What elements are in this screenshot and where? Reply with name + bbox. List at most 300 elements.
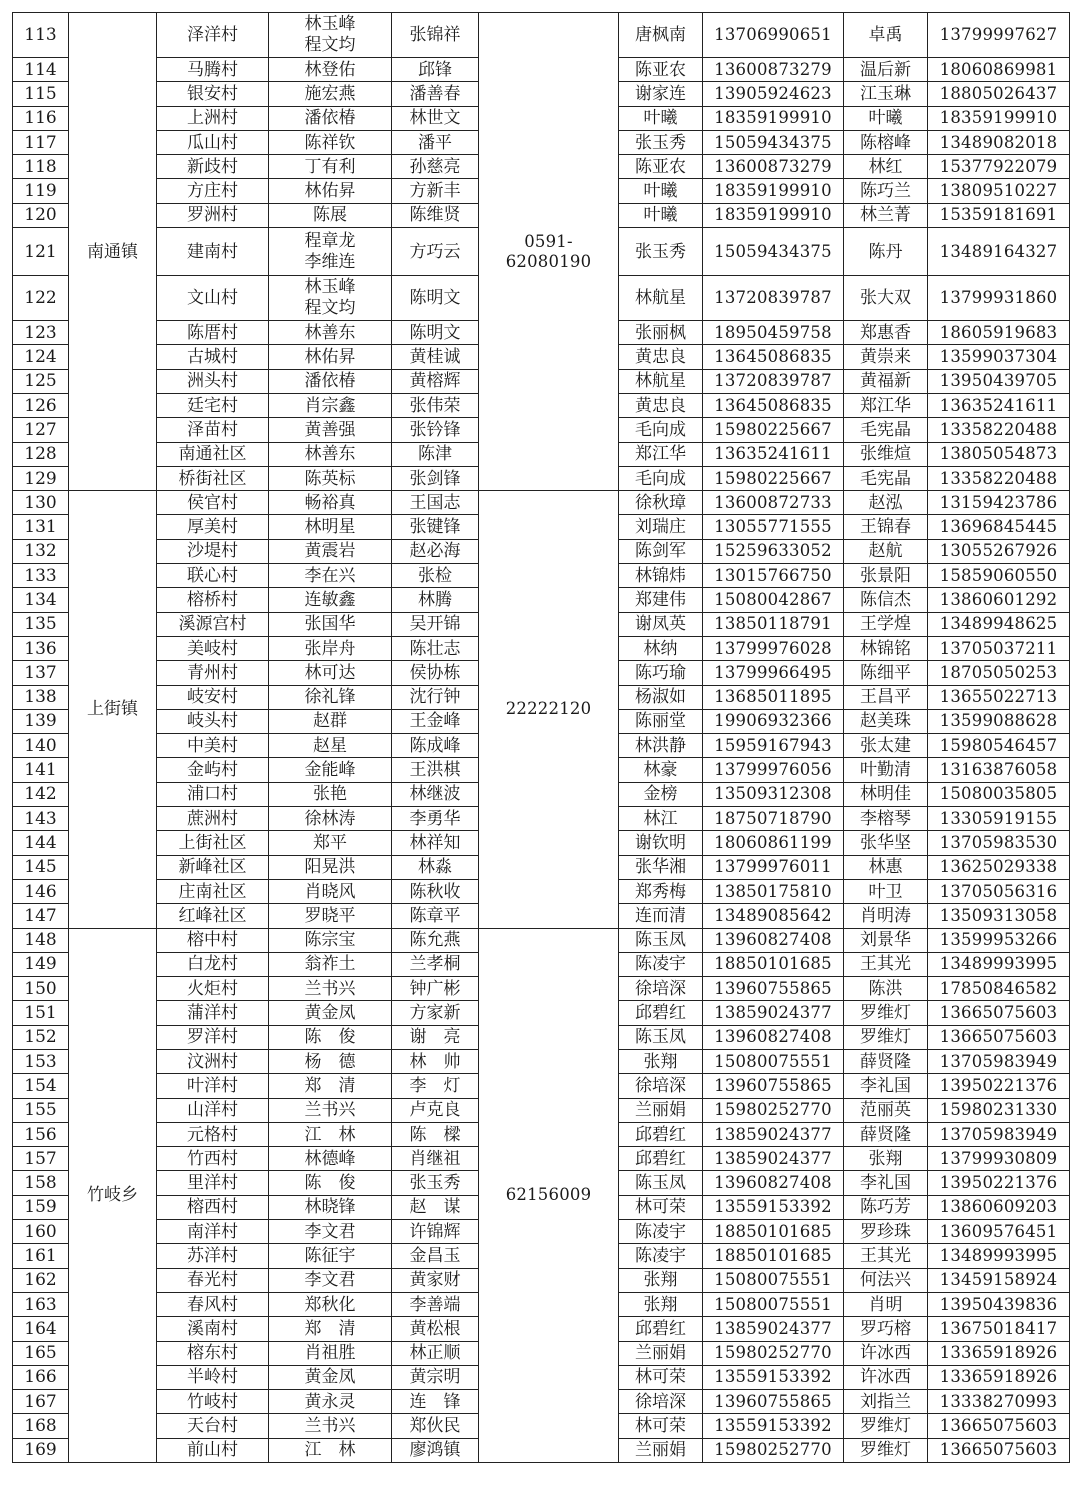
- cadre-name: 翁祚土: [269, 952, 392, 976]
- village-name: 上洲村: [157, 106, 269, 130]
- liaison-name: 吴开锦: [392, 612, 479, 636]
- liaison-name: 林淼: [392, 855, 479, 879]
- contact2-phone: 18359199910: [928, 106, 1070, 130]
- cadre-name: 肖晓风: [269, 879, 392, 903]
- contact1-phone: 18850101685: [703, 1244, 844, 1268]
- contact1-name: 林航星: [619, 369, 703, 393]
- row-number: 152: [13, 1025, 69, 1049]
- contact2-phone: 13489082018: [928, 130, 1070, 154]
- liaison-name: 黄宗明: [392, 1365, 479, 1389]
- liaison-name: 张检: [392, 564, 479, 588]
- contact2-name: 罗维灯: [844, 1001, 928, 1025]
- village-name: 榕中村: [157, 928, 269, 952]
- contact2-phone: 13705983949: [928, 1122, 1070, 1146]
- contact2-name: 林锦铭: [844, 636, 928, 660]
- contact1-name: 陈丽堂: [619, 709, 703, 733]
- row-number: 119: [13, 179, 69, 203]
- contact1-name: 林锦炜: [619, 564, 703, 588]
- contact2-phone: 13665075603: [928, 1438, 1070, 1462]
- contact2-phone: 13809510227: [928, 179, 1070, 203]
- contact2-phone: 13665075603: [928, 1025, 1070, 1049]
- liaison-name: 郑伙民: [392, 1414, 479, 1438]
- liaison-name: 陈维贤: [392, 203, 479, 227]
- row-number: 120: [13, 203, 69, 227]
- village-name: 厚美村: [157, 515, 269, 539]
- row-number: 136: [13, 636, 69, 660]
- contact1-phone: 13509312308: [703, 782, 844, 806]
- contact2-name: 林明佳: [844, 782, 928, 806]
- contact2-name: 薛贤隆: [844, 1122, 928, 1146]
- village-name: 方庄村: [157, 179, 269, 203]
- row-number: 149: [13, 952, 69, 976]
- contact1-name: 陈剑军: [619, 539, 703, 563]
- row-number: 156: [13, 1122, 69, 1146]
- liaison-name: 钟广彬: [392, 977, 479, 1001]
- liaison-name: 黄家财: [392, 1268, 479, 1292]
- contact2-name: 刘指兰: [844, 1390, 928, 1414]
- contact1-phone: 13706990651: [703, 13, 844, 58]
- contact1-phone: 18359199910: [703, 106, 844, 130]
- contact1-phone: 13645086835: [703, 345, 844, 369]
- village-name: 山洋村: [157, 1098, 269, 1122]
- contact1-name: 邱碧红: [619, 1001, 703, 1025]
- contact2-name: 王锦春: [844, 515, 928, 539]
- cadre-name: 陈祥钦: [269, 130, 392, 154]
- contact1-name: 黄忠良: [619, 345, 703, 369]
- liaison-name: 黄松根: [392, 1317, 479, 1341]
- cadre-name: 潘依椿: [269, 369, 392, 393]
- cadre-name: 潘依椿: [269, 106, 392, 130]
- cadre-name: [269, 228, 392, 276]
- cadre-name: 林佑昇: [269, 345, 392, 369]
- cadre-name: 丁有利: [269, 155, 392, 179]
- contact1-name: 徐培深: [619, 1390, 703, 1414]
- contact1-phone: 15980252770: [703, 1098, 844, 1122]
- row-number: 143: [13, 807, 69, 831]
- contact2-name: 李礼国: [844, 1171, 928, 1195]
- contact2-name: 罗维灯: [844, 1438, 928, 1462]
- contact2-name: 林惠: [844, 855, 928, 879]
- row-number: 163: [13, 1292, 69, 1316]
- row-number: 121: [13, 228, 69, 276]
- liaison-name: 张剑锋: [392, 466, 479, 490]
- contact1-phone: 15080042867: [703, 588, 844, 612]
- cadre-name: 赵群: [269, 709, 392, 733]
- village-name: 元格村: [157, 1122, 269, 1146]
- contact1-name: 杨淑如: [619, 685, 703, 709]
- row-number: 139: [13, 709, 69, 733]
- village-name: 建南村: [157, 228, 269, 276]
- contact1-name: 林可荣: [619, 1414, 703, 1438]
- cadre-name-line: 林玉峰: [304, 14, 356, 34]
- row-number: 130: [13, 491, 69, 515]
- contact2-phone: 13705037211: [928, 636, 1070, 660]
- contact2-name: 郑惠香: [844, 321, 928, 345]
- liaison-name: 李 灯: [392, 1074, 479, 1098]
- contact2-phone: 13665075603: [928, 1001, 1070, 1025]
- village-name: 岐头村: [157, 709, 269, 733]
- contact2-phone: 15980546457: [928, 734, 1070, 758]
- village-name: 红峰社区: [157, 904, 269, 928]
- contact2-phone: 13705056316: [928, 879, 1070, 903]
- contact2-name: 毛宪晶: [844, 418, 928, 442]
- liaison-name: 邱锋: [392, 58, 479, 82]
- contact1-phone: 13960827408: [703, 1025, 844, 1049]
- town-name: 上街镇: [69, 491, 157, 928]
- contact1-name: 陈亚农: [619, 58, 703, 82]
- village-name: 岐安村: [157, 685, 269, 709]
- contact1-name: 陈玉凤: [619, 928, 703, 952]
- cadre-name: 徐礼锋: [269, 685, 392, 709]
- village-name: 新峰社区: [157, 855, 269, 879]
- village-name: 沙堤村: [157, 539, 269, 563]
- cadre-name: 林善东: [269, 442, 392, 466]
- contact1-phone: 13960755865: [703, 1074, 844, 1098]
- cadre-name: 陈宗宝: [269, 928, 392, 952]
- liaison-name: 林正顺: [392, 1341, 479, 1365]
- row-number: 165: [13, 1341, 69, 1365]
- village-name: 蒲洋村: [157, 1001, 269, 1025]
- village-name: 火炬村: [157, 977, 269, 1001]
- contact2-name: 郑江华: [844, 393, 928, 417]
- liaison-name: 连 锋: [392, 1390, 479, 1414]
- contact1-name: 张翔: [619, 1049, 703, 1073]
- contact2-phone: 13305919155: [928, 807, 1070, 831]
- contact1-phone: 13635241611: [703, 442, 844, 466]
- contact1-phone: 15080075551: [703, 1268, 844, 1292]
- contact1-phone: 13960755865: [703, 977, 844, 1001]
- row-number: 114: [13, 58, 69, 82]
- row-number: 144: [13, 831, 69, 855]
- row-number: 159: [13, 1195, 69, 1219]
- contact1-name: 叶曦: [619, 179, 703, 203]
- cadre-name-line: 程文均: [304, 35, 356, 55]
- village-name: 罗洋村: [157, 1025, 269, 1049]
- row-number: 141: [13, 758, 69, 782]
- village-name: 竹岐村: [157, 1390, 269, 1414]
- contact1-name: 郑建伟: [619, 588, 703, 612]
- contact2-name: 陈细平: [844, 661, 928, 685]
- cadre-name: 张岸舟: [269, 636, 392, 660]
- cadre-name: 黄金凤: [269, 1365, 392, 1389]
- liaison-name: 陈章平: [392, 904, 479, 928]
- liaison-name: 陈明文: [392, 276, 479, 321]
- row-number: 168: [13, 1414, 69, 1438]
- contact2-phone: 13805054873: [928, 442, 1070, 466]
- liaison-name: 方巧云: [392, 228, 479, 276]
- cadre-name-line: 程章龙: [304, 230, 356, 251]
- row-number: 160: [13, 1220, 69, 1244]
- row-number: 169: [13, 1438, 69, 1462]
- table-row: [13, 13, 1070, 58]
- village-name: 叶洋村: [157, 1074, 269, 1098]
- contact2-name: 张翔: [844, 1147, 928, 1171]
- contact1-name: 林航星: [619, 276, 703, 321]
- contact1-name: 林可荣: [619, 1365, 703, 1389]
- liaison-name: 赵 谋: [392, 1195, 479, 1219]
- contact2-phone: 13635241611: [928, 393, 1070, 417]
- village-name: 联心村: [157, 564, 269, 588]
- contact2-name: 张华坚: [844, 831, 928, 855]
- liaison-name: 陈明文: [392, 321, 479, 345]
- contact1-name: 兰丽娟: [619, 1341, 703, 1365]
- contact2-phone: 13655022713: [928, 685, 1070, 709]
- liaison-name: 赵必海: [392, 539, 479, 563]
- contact2-phone: 13860609203: [928, 1195, 1070, 1219]
- contact2-phone: 13799930809: [928, 1147, 1070, 1171]
- row-number: 162: [13, 1268, 69, 1292]
- contact2-name: 赵航: [844, 539, 928, 563]
- liaison-name: 李勇华: [392, 807, 479, 831]
- contact2-phone: 13950439705: [928, 369, 1070, 393]
- contact2-name: 林兰菁: [844, 203, 928, 227]
- contact1-name: 谢钦明: [619, 831, 703, 855]
- cadre-name-line: 李维连: [304, 251, 356, 272]
- contact1-name: 张玉秀: [619, 228, 703, 276]
- cadre-name: 黄金凤: [269, 1001, 392, 1025]
- contact2-name: 许冰西: [844, 1341, 928, 1365]
- cadre-name: 兰书兴: [269, 1414, 392, 1438]
- village-name: 泽洋村: [157, 13, 269, 58]
- row-number: 147: [13, 904, 69, 928]
- town-phone-line: 62156009: [505, 1185, 592, 1205]
- contact1-phone: 13720839787: [703, 369, 844, 393]
- contact2-name: 张维煊: [844, 442, 928, 466]
- liaison-name: 王洪棋: [392, 758, 479, 782]
- row-number: 140: [13, 734, 69, 758]
- contact1-phone: 13799976011: [703, 855, 844, 879]
- cadre-name: 江 林: [269, 1122, 392, 1146]
- contact1-phone: 18060861199: [703, 831, 844, 855]
- table-body: [13, 13, 1070, 1463]
- contact1-name: 郑江华: [619, 442, 703, 466]
- row-number: 150: [13, 977, 69, 1001]
- liaison-name: 方家新: [392, 1001, 479, 1025]
- contact2-name: 王其光: [844, 952, 928, 976]
- liaison-name: 方新丰: [392, 179, 479, 203]
- contact2-phone: 13696845445: [928, 515, 1070, 539]
- contact1-name: 叶曦: [619, 203, 703, 227]
- contact2-phone: 13950221376: [928, 1171, 1070, 1195]
- cadre-name: 罗晓平: [269, 904, 392, 928]
- contact2-name: 罗维灯: [844, 1025, 928, 1049]
- liaison-name: 林腾: [392, 588, 479, 612]
- village-name: 浦口村: [157, 782, 269, 806]
- contact1-name: 陈凌宇: [619, 952, 703, 976]
- contact1-phone: 13645086835: [703, 393, 844, 417]
- contact1-phone: 15080075551: [703, 1049, 844, 1073]
- contact2-name: 赵泓: [844, 491, 928, 515]
- contact2-phone: 15377922079: [928, 155, 1070, 179]
- contact2-name: 江玉琳: [844, 82, 928, 106]
- contact1-phone: 13905924623: [703, 82, 844, 106]
- village-name: 古城村: [157, 345, 269, 369]
- row-number: 155: [13, 1098, 69, 1122]
- cadre-name: 兰书兴: [269, 977, 392, 1001]
- liaison-name: 王金峰: [392, 709, 479, 733]
- contact1-name: 谢家连: [619, 82, 703, 106]
- contact1-phone: 13960827408: [703, 928, 844, 952]
- liaison-name: 兰孝桐: [392, 952, 479, 976]
- cadre-name: 肖宗鑫: [269, 393, 392, 417]
- contact2-name: 陈洪: [844, 977, 928, 1001]
- contact2-phone: 13799997627: [928, 13, 1070, 58]
- contact1-name: 陈亚农: [619, 155, 703, 179]
- contact1-name: 林江: [619, 807, 703, 831]
- contact2-name: 刘景华: [844, 928, 928, 952]
- contact1-name: 金榜: [619, 782, 703, 806]
- contact1-phone: 15080075551: [703, 1292, 844, 1316]
- village-name: 春光村: [157, 1268, 269, 1292]
- row-number: 148: [13, 928, 69, 952]
- table-row: [13, 491, 1070, 515]
- row-number: 116: [13, 106, 69, 130]
- cadre-name: 施宏燕: [269, 82, 392, 106]
- town-name: 南通镇: [69, 13, 157, 491]
- contact1-phone: 13859024377: [703, 1122, 844, 1146]
- village-name: 春风村: [157, 1292, 269, 1316]
- liaison-name: 张玉秀: [392, 1171, 479, 1195]
- contact2-phone: 13489164327: [928, 228, 1070, 276]
- row-number: 166: [13, 1365, 69, 1389]
- contact1-phone: 18359199910: [703, 203, 844, 227]
- row-number: 115: [13, 82, 69, 106]
- contact1-phone: 13055771555: [703, 515, 844, 539]
- row-number: 138: [13, 685, 69, 709]
- liaison-name: 张钤锋: [392, 418, 479, 442]
- contact2-phone: 13163876058: [928, 758, 1070, 782]
- contact1-phone: 15980225667: [703, 466, 844, 490]
- contact1-phone: 19906932366: [703, 709, 844, 733]
- row-number: 153: [13, 1049, 69, 1073]
- cadre-name: 郑秋化: [269, 1292, 392, 1316]
- village-name: 半岭村: [157, 1365, 269, 1389]
- contact1-phone: 13859024377: [703, 1001, 844, 1025]
- row-number: 134: [13, 588, 69, 612]
- liaison-name: 陈成峰: [392, 734, 479, 758]
- row-number: 113: [13, 13, 69, 58]
- contact1-name: 毛向成: [619, 466, 703, 490]
- village-name: 廷宅村: [157, 393, 269, 417]
- contact2-name: 肖明: [844, 1292, 928, 1316]
- row-number: 118: [13, 155, 69, 179]
- contact2-name: 陈丹: [844, 228, 928, 276]
- contact1-phone: 13559153392: [703, 1195, 844, 1219]
- village-name: 庄南社区: [157, 879, 269, 903]
- town-phone-line: 0591-: [524, 231, 573, 251]
- contact1-phone: 15959167943: [703, 734, 844, 758]
- village-name: 美岐村: [157, 636, 269, 660]
- cadre-name: 林德峰: [269, 1147, 392, 1171]
- contact2-name: 温后新: [844, 58, 928, 82]
- row-number: 132: [13, 539, 69, 563]
- liaison-name: 沈行钟: [392, 685, 479, 709]
- contact1-name: 林可荣: [619, 1195, 703, 1219]
- contact1-phone: 18850101685: [703, 952, 844, 976]
- row-number: 117: [13, 130, 69, 154]
- village-name: 文山村: [157, 276, 269, 321]
- liaison-name: 张键锋: [392, 515, 479, 539]
- village-name: 苏洋村: [157, 1244, 269, 1268]
- cadre-name: 黄永灵: [269, 1390, 392, 1414]
- contact2-phone: 13489993995: [928, 1244, 1070, 1268]
- contact1-name: 刘瑞庄: [619, 515, 703, 539]
- contact2-phone: 13599037304: [928, 345, 1070, 369]
- contact1-phone: 13960755865: [703, 1390, 844, 1414]
- cadre-name: 阳晃洪: [269, 855, 392, 879]
- liaison-name: 侯协栋: [392, 661, 479, 685]
- cadre-name: 李在兴: [269, 564, 392, 588]
- village-name: 榕西村: [157, 1195, 269, 1219]
- contact1-phone: 13799976056: [703, 758, 844, 782]
- contact2-name: 叶勤清: [844, 758, 928, 782]
- liaison-name: 潘善春: [392, 82, 479, 106]
- contact1-phone: 18950459758: [703, 321, 844, 345]
- liaison-name: 陈 樑: [392, 1122, 479, 1146]
- liaison-name: 林祥知: [392, 831, 479, 855]
- contact2-name: 黄福新: [844, 369, 928, 393]
- contact1-name: 林豪: [619, 758, 703, 782]
- liaison-name: 廖鸿镇: [392, 1438, 479, 1462]
- contact2-phone: 13950439836: [928, 1292, 1070, 1316]
- town-name: 竹岐乡: [69, 928, 157, 1463]
- cadre-name-line: 程文均: [304, 298, 356, 319]
- cadre-name: 林善东: [269, 321, 392, 345]
- row-number: 146: [13, 879, 69, 903]
- contact2-phone: 13509313058: [928, 904, 1070, 928]
- contact1-phone: 13960827408: [703, 1171, 844, 1195]
- contact2-phone: 15080035805: [928, 782, 1070, 806]
- contact1-phone: 13559153392: [703, 1414, 844, 1438]
- row-number: 164: [13, 1317, 69, 1341]
- contact2-name: 陈榕峰: [844, 130, 928, 154]
- cadre-name: 畅裕真: [269, 491, 392, 515]
- contact2-phone: 13159423786: [928, 491, 1070, 515]
- cadre-name: 郑 清: [269, 1317, 392, 1341]
- contact1-phone: 18359199910: [703, 179, 844, 203]
- cadre-name: [269, 276, 392, 321]
- table-row: [13, 928, 1070, 952]
- cadre-name: 张国华: [269, 612, 392, 636]
- row-number: 129: [13, 466, 69, 490]
- contact1-phone: 15059434375: [703, 228, 844, 276]
- contact2-name: 许冰西: [844, 1365, 928, 1389]
- cadre-name: 林登佑: [269, 58, 392, 82]
- contact2-phone: 13055267926: [928, 539, 1070, 563]
- contact2-name: 张景阳: [844, 564, 928, 588]
- contact2-name: 叶曦: [844, 106, 928, 130]
- cadre-name: [269, 13, 392, 58]
- liaison-name: 陈秋收: [392, 879, 479, 903]
- village-name: 前山村: [157, 1438, 269, 1462]
- contact1-name: 叶曦: [619, 106, 703, 130]
- cadre-name: 陈 俊: [269, 1171, 392, 1195]
- contact1-name: 兰丽娟: [619, 1438, 703, 1462]
- contact2-name: 王昌平: [844, 685, 928, 709]
- village-name: 洲头村: [157, 369, 269, 393]
- liaison-name: 张伟荣: [392, 393, 479, 417]
- cadre-name: 郑 清: [269, 1074, 392, 1098]
- contact2-phone: 17850846582: [928, 977, 1070, 1001]
- liaison-name: 林 帅: [392, 1049, 479, 1073]
- contact1-phone: 15059434375: [703, 130, 844, 154]
- liaison-name: 许锦辉: [392, 1220, 479, 1244]
- row-number: 151: [13, 1001, 69, 1025]
- contact2-name: 范丽英: [844, 1098, 928, 1122]
- row-number: 128: [13, 442, 69, 466]
- contact2-phone: 13609576451: [928, 1220, 1070, 1244]
- cadre-name: 陈英标: [269, 466, 392, 490]
